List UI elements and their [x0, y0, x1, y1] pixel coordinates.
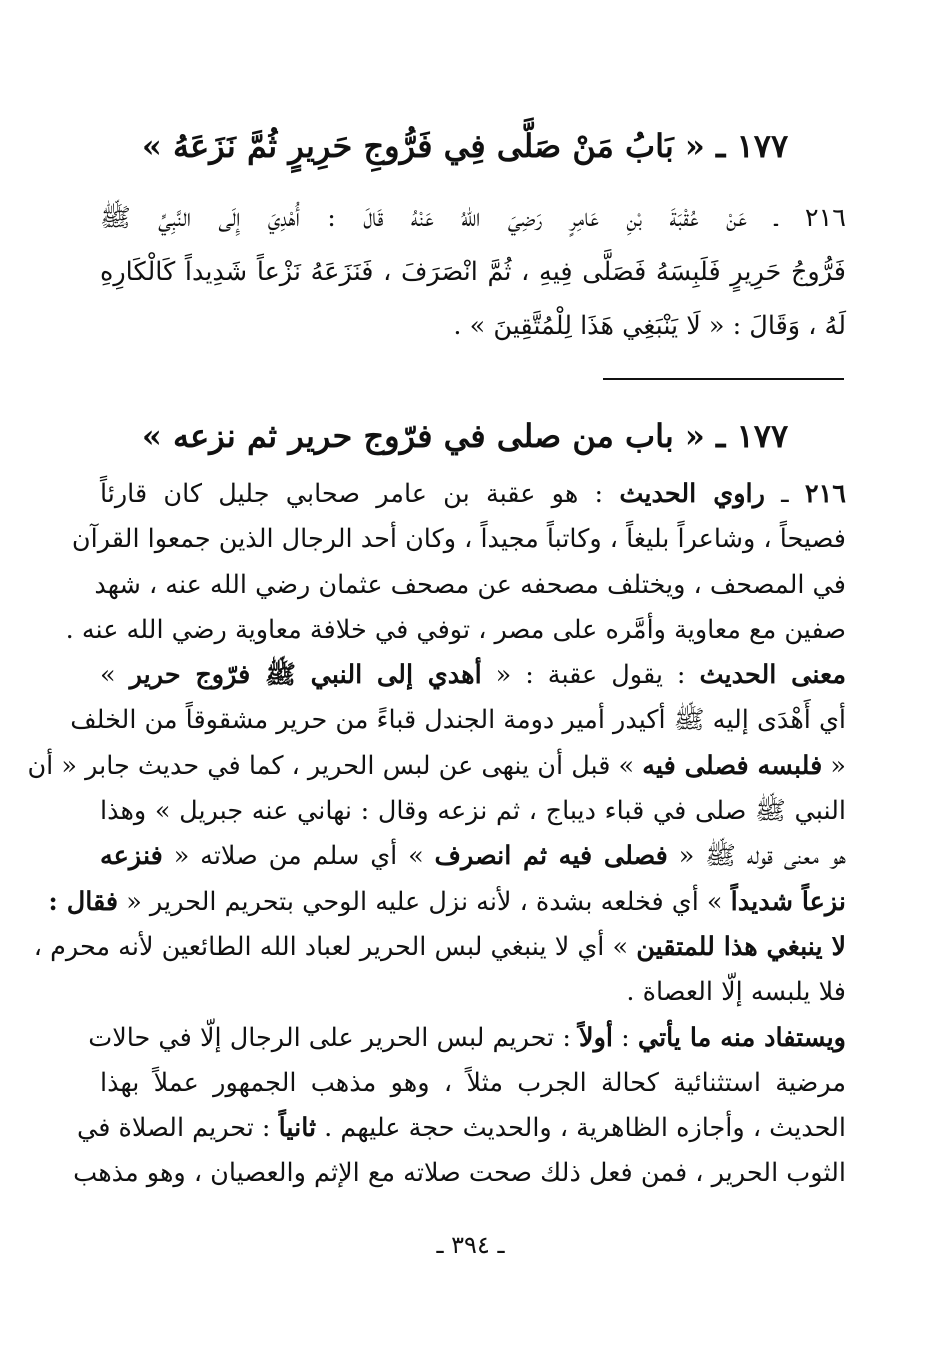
narrator-label: راوي الحديث [619, 479, 765, 509]
commentary-line [27, 744, 846, 789]
commentary-line: فصيحاً ، وشاعراً بليغاً ، وكاتباً مجيداً ، وكان أحد الرجال الذين جمعوا القرآن [71, 524, 846, 555]
commentary-fragment: » أي سلم من صلاته « [162, 841, 435, 872]
commentary-line: النبي ﷺ صلى في قباء ديباج ، ثم نزعه وقال : نهاني عنه جبريل » وهذا [100, 796, 846, 827]
commentary-fragment: الحديث ، وأجازه الظاهرية ، والحديث حجة عليهم . [316, 1113, 846, 1144]
commentary-fragment: » أي فخلعه بشدة ، لأنه نزل عليه الوحي بتحريم الحرير « [118, 886, 731, 917]
section-title: ١٧٧ ـ « بَابُ مَنْ صَلَّى فِي فَرُّوجِ حَرِيرٍ ثُمَّ نَزَعَهُ » [141, 127, 789, 165]
second-label: ثانياً [278, 1113, 317, 1144]
commentary-fragment: : [613, 1022, 638, 1053]
narrator-number: ٢١٦ [804, 479, 846, 509]
quote: أهدي إلى النبي ﷺ فرّوج حرير [129, 660, 482, 691]
commentary-line [48, 880, 846, 925]
hadith-line: لَهُ ، وَقَالَ : « لَا يَنْبَغِي هَذَا لِلْمُتَّقِينَ » . [453, 311, 846, 341]
quote: فلبسه فصلى فيه [642, 750, 823, 781]
commentary-text [27, 472, 846, 1197]
commentary-fragment: هو معنى قوله ﷺ « [667, 841, 846, 872]
commentary-line [100, 834, 846, 879]
quote: نزعاً شديداً [730, 886, 846, 917]
commentary-fragment: » [100, 660, 130, 691]
section-divider [603, 378, 844, 380]
commentary-line [88, 1016, 846, 1061]
commentary-fragment: : يقول عقبة : « [481, 660, 700, 691]
commentary-line [33, 925, 846, 970]
commentary-line: مرضية استثنائية كحالة الجرب مثلاً ، وهو مذهب الجمهور عملاً بهذا [100, 1067, 846, 1098]
commentary-title: ١٧٧ ـ « باب من صلى في فرّوج حرير ثم نزعه » [141, 417, 789, 455]
quote: لا ينبغي هذا للمتقين [636, 931, 846, 962]
commentary-line: صفين مع معاوية وأمَّره على مصر ، توفي في خلافة معاوية رضي الله عنه . [65, 614, 846, 645]
commentary-line [100, 653, 846, 698]
quote: فقال : [48, 886, 119, 917]
hadith-text [100, 191, 846, 353]
hadith-line: ٢١٦ ـ عَنْ عُقْبَةَ بْنِ عَامِرٍ رَضِيَ اللهُ عَنْهُ قَالَ : أُهْدِيَ إِلَى النَّبِيِّ ﷺ [100, 203, 846, 233]
first-label: أولاً [579, 1022, 613, 1053]
commentary-fragment: : تحريم الصلاة في [76, 1113, 279, 1144]
page-number: ـ ٣٩٤ ـ [436, 1231, 505, 1259]
quote: فنزعه [100, 841, 163, 872]
commentary-fragment: » أي لا ينبغي لبس الحرير لعباد الله الطائعين لأنه محرم ، [33, 931, 637, 962]
commentary-line [76, 1106, 846, 1151]
commentary-line: فلا يلبسه إلّا العصاة . [626, 977, 846, 1008]
commentary-line: الثوب الحرير ، فمن فعل ذلك صحت صلاته مع الإثم والعصيان ، وهو مذهب [73, 1158, 846, 1189]
hadith-line: فَرُّوجُ حَرِيرٍ فَلَبِسَهُ فَصَلَّى فِيهِ ، ثُمَّ انْصَرَفَ ، فَنَزَعَهُ نَزْعاً شَدِيداً كَالْكَارِهِ [100, 257, 846, 287]
commentary-line: في المصحف ، ويختلف مصحفه عن مصحف عثمان رضي الله عنه ، شهد [94, 569, 846, 600]
commentary-line: أي أَهْدَى إليه ﷺ أكيدر أمير دومة الجندل قباءً من حرير مشقوقاً من الخلف [70, 705, 846, 736]
commentary-fragment: » قبل أن ينهى عن لبس الحرير ، كما في حديث جابر « أن [27, 750, 643, 781]
commentary-line: ٢١٦ ـ راوي الحديث : هو عقبة بن عامر صحابي جليل كان قارئاً [100, 479, 846, 509]
meaning-label: معنى الحديث [699, 660, 846, 691]
commentary-fragment: : هو عقبة بن عامر صحابي جليل كان قارئاً [100, 479, 620, 509]
quote: فصلى فيه ثم انصرف [434, 841, 668, 872]
commentary-fragment: : تحريم لبس الحرير على الرجال إلّا في حالات [88, 1022, 580, 1053]
benefit-label: ويستفاد منه ما يأتي [637, 1022, 846, 1053]
commentary-fragment: « [822, 750, 846, 781]
